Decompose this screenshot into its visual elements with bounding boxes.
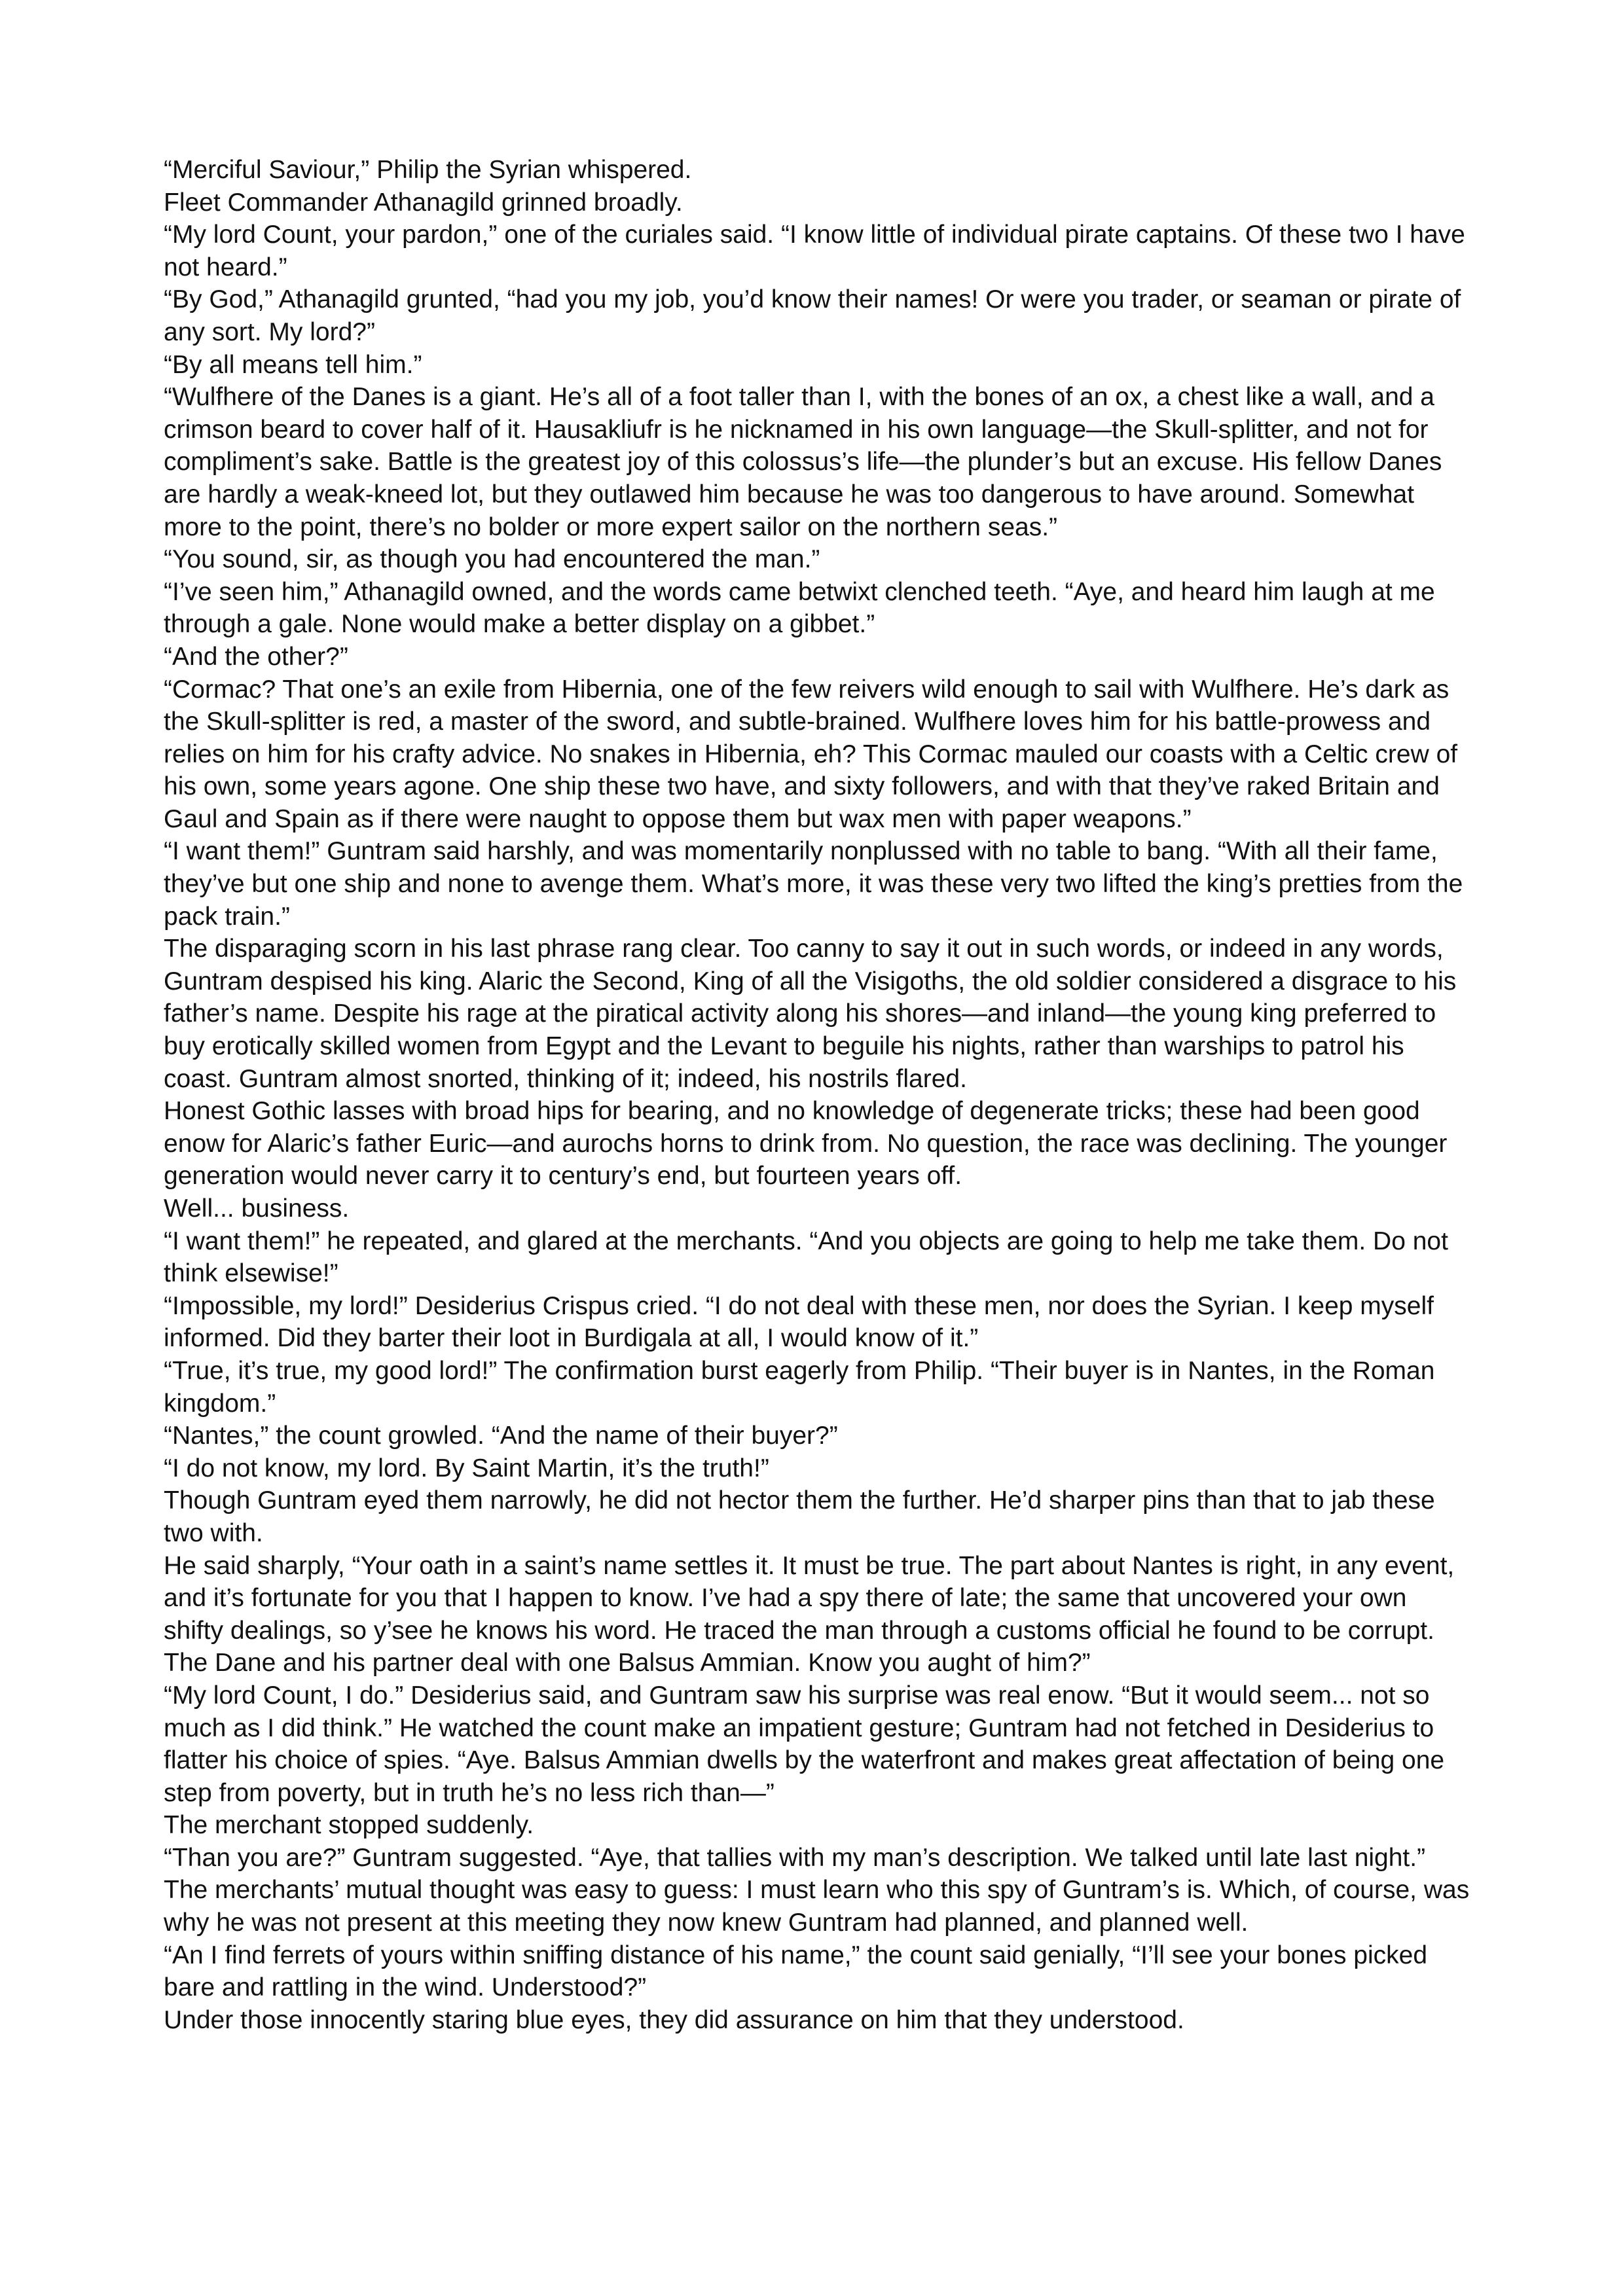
paragraph: The disparaging scorn in his last phrase rang clear. Too canny to say it out in such words, or indeed in any words, Guntram despised his king. Alaric the Second, King of all the Visigoths, the old soldier considered a disgrace to his father’s name. Despite his rage at the piratical activity along his shores—and inland—the young king preferred to buy erotically skilled women from Egypt and the Levant to beguile his nights, rather than warships to patrol his coast. Guntram almost snorted, thinking of it; indeed, his nostrils flared. [164, 935, 1457, 1093]
paragraph: “I do not know, my lord. By Saint Martin, it’s the truth!” [164, 1454, 769, 1482]
paragraph: “True, it’s true, my good lord!” The confirmation burst eagerly from Philip. “Their buyer is in Nantes, in the Roman kingdom.” [164, 1356, 1435, 1418]
paragraph: “An I find ferrets of yours within sniffing distance of his name,” the count said genially, “I’ll see your bones picked bare and rattling in the wind. Understood?” [164, 1941, 1428, 2002]
paragraph: “I want them!” Guntram said harshly, and was momentarily nonplussed with no table to bang. “With all their fame, they’ve but one ship and none to avenge them. What’s more, it was these very two lifted the king’s pretties from the pack train.” [164, 837, 1463, 931]
paragraph: The merchant stopped suddenly. [164, 1811, 534, 1840]
paragraph: “And the other?” [164, 642, 348, 671]
paragraph: “My lord Count, I do.” Desiderius said, and Guntram saw his surprise was real enow. “But it would seem... not so much as I did think.” He watched the count make an impatient gesture; Guntram had not fetched in Desiderius to flatter his choice of spies. “Aye. Balsus Ammian dwells by the waterfront and makes great affectation of being one step from poverty, but in truth he’s no less rich than—” [164, 1681, 1445, 1807]
paragraph: “Impossible, my lord!” Desiderius Crispus cried. “I do not deal with these men, nor does the Syrian. I keep myself informed. Did they barter their loot in Burdigala at all, I would know of it.” [164, 1291, 1434, 1353]
paragraph: “By all means tell him.” [164, 350, 422, 379]
paragraph: “Wulfhere of the Danes is a giant. He’s all of a foot taller than I, with the bones of an ox, a chest like a wall, and a crimson beard to cover half of it. Hausakliufr is he nicknamed in his own language—the Skull-splitter, and not for compliment’s sake. Battle is the greatest joy of this colossus’s life—the plunder’s but an excuse. His fellow Danes are hardly a weak-kneed lot, but they outlawed him because he was too dangerous to have around. Somewhat more to the point, there’s no bolder or more expert sailor on the northern seas.” [164, 383, 1442, 541]
document-page [164, 154, 1470, 2036]
paragraph: “I’ve seen him,” Athanagild owned, and the words came betwixt clenched teeth. “Aye, and heard him laugh at me through a gale. None would make a better display on a gibbet.” [164, 577, 1435, 639]
paragraph: Fleet Commander Athanagild grinned broadly. [164, 188, 683, 217]
paragraph: Under those innocently staring blue eyes, they did assurance on him that they understood. [164, 2005, 1184, 2034]
paragraph: “My lord Count, your pardon,” one of the curiales said. “I know little of individual pirate captains. Of these two I have not heard.” [164, 221, 1465, 281]
paragraph: “You sound, sir, as though you had encountered the man.” [164, 545, 820, 574]
paragraph: He said sharply, “Your oath in a saint’s name settles it. It must be true. The part about Nantes is right, in any event, and it’s fortunate for you that I happen to know. I’ve had a spy there of late; the same that uncovered your own shifty dealings, so y’see he knows his word. He traced the man through a customs official he found to be corrupt. The Dane and his partner deal with one Balsus Ammian. Know you aught of him?” [164, 1551, 1455, 1677]
paragraph: “Than you are?” Guntram suggested. “Aye, that tallies with my man’s description. We talked until late last night.” [164, 1843, 1426, 1872]
paragraph: “Merciful Saviour,” Philip the Syrian whispered. [164, 156, 692, 184]
paragraph: “I want them!” he repeated, and glared at the merchants. “And you objects are going to help me take them. Do not think elsewise!” [164, 1227, 1448, 1288]
paragraph: Well... business. [164, 1194, 350, 1223]
paragraph: Though Guntram eyed them narrowly, he did not hector them the further. He’d sharper pins than that to jab these two with. [164, 1486, 1435, 1547]
paragraph: “Nantes,” the count growled. “And the name of their buyer?” [164, 1422, 838, 1450]
paragraph: The merchants’ mutual thought was easy to guess: I must learn who this spy of Guntram’s is. Which, of course, was why he was not present at this meeting they now knew Guntram had planned, and planned well. [164, 1876, 1470, 1937]
paragraph: Honest Gothic lasses with broad hips for bearing, and no knowledge of degenerate tricks; these had been good enow for Alaric’s father Euric—and aurochs horns to drink from. No question, the race was declining. The younger generation would never carry it to century’s end, but fourteen years off. [164, 1097, 1448, 1191]
paragraph: “By God,” Athanagild grunted, “had you my job, you’d know their names! Or were you trader, or seaman or pirate of any sort. My lord?” [164, 285, 1461, 346]
paragraph: “Cormac? That one’s an exile from Hibernia, one of the few reivers wild enough to sail with Wulfhere. He’s dark as the Skull-splitter is red, a master of the sword, and subtle-brained. Wulfhere loves him for his battle-prowess and relies on him for his crafty advice. No snakes in Hibernia, eh? This Cormac mauled our coasts with a Celtic crew of his own, some years agone. One ship these two have, and sixty followers, and with that they’ve raked Britain and Gaul and Spain as if there were naught to oppose them but wax men with paper weapons.” [164, 675, 1458, 833]
